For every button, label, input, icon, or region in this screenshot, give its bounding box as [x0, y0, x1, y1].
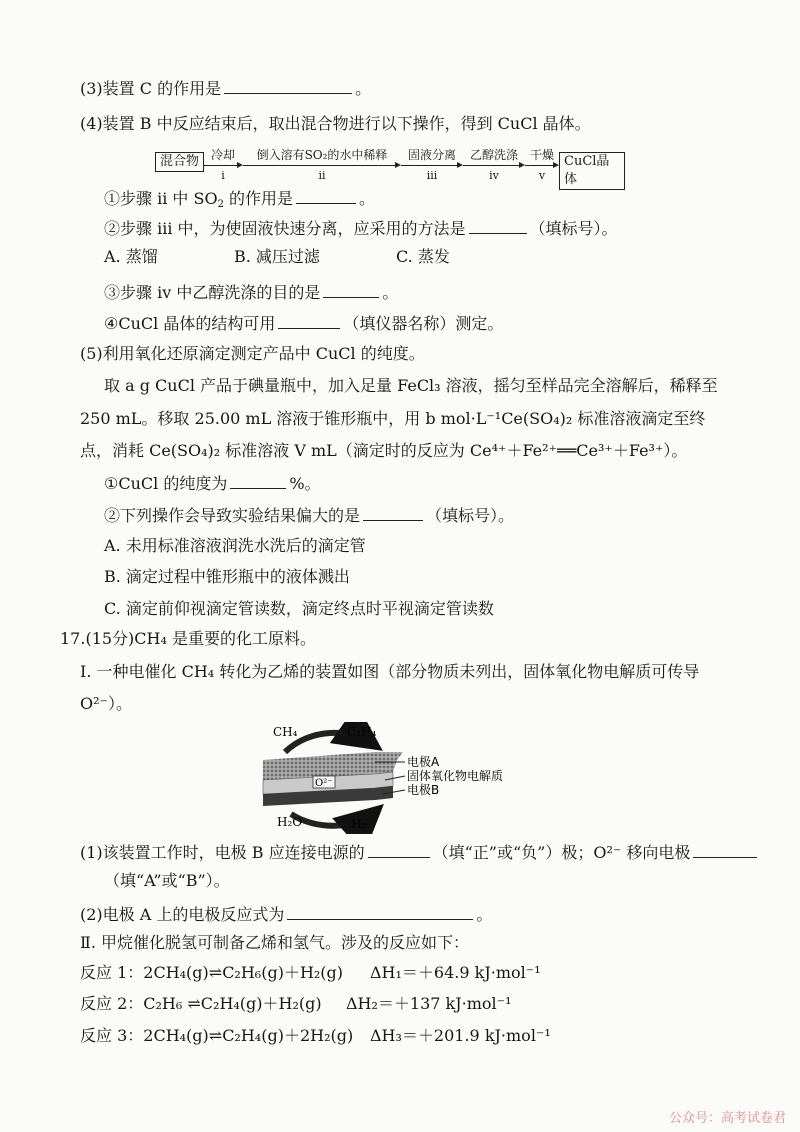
q4-4-line	[104, 311, 503, 335]
q4-2-line	[104, 216, 618, 240]
q5-option-b: B. 滴定过程中锥形瓶中的液体溅出	[104, 567, 350, 586]
q17-2-text: (2)电极 A 上的电极反应式为	[80, 905, 285, 924]
q17-1-answer-blank-2[interactable]	[693, 840, 757, 858]
flow-step-3-number: iii	[426, 169, 438, 182]
o2-ion-label: O²⁻	[315, 778, 333, 789]
q4-option-c: C. 蒸发	[396, 247, 450, 266]
flow-step-1-number: i	[221, 169, 225, 182]
flow-step-4-number: iv	[489, 169, 499, 182]
q4-3-period: 。	[382, 283, 399, 302]
reaction-1-enthalpy: ΔH₁＝＋64.9 kJ·mol⁻¹	[370, 963, 541, 982]
q4-1-text: ①步骤 ii 中 SO	[104, 189, 218, 208]
arrow-right-icon	[401, 162, 463, 170]
reaction-2-equation: 反应 2：C₂H₆ ⇌C₂H₄(g)＋H₂(g)	[80, 994, 322, 1013]
q5-stem: (5)利用氧化还原滴定测定产品中 CuCl 的纯度。	[80, 344, 425, 363]
q5-option-a: A. 未用标准溶液润洗水洗后的滴定管	[104, 536, 366, 555]
flow-step-5-label: 干燥	[529, 148, 554, 162]
flow-step-4-label: 乙醇洗涤	[469, 148, 518, 162]
q5-1-text: ①CuCl 的纯度为	[104, 474, 228, 493]
reaction-3-enthalpy: ΔH₃＝＋201.9 kJ·mol⁻¹	[370, 1026, 551, 1045]
q4-option-a: A. 蒸馏	[104, 247, 158, 266]
flow-step-2-number: ii	[318, 169, 326, 182]
flow-step-4	[463, 148, 525, 182]
flow-step-5	[525, 148, 559, 182]
q5-para-line-2: 250 mL。移取 25.00 mL 溶液于锥形瓶中，用 b mol·L⁻¹Ce(SO₄)₂ 标准溶液滴定至终	[80, 409, 706, 428]
flow-start-box: 混合物	[155, 152, 204, 172]
flow-step-2-label: 倒入溶有SO₂的水中稀释	[256, 148, 388, 162]
q3-period: 。	[355, 79, 372, 98]
arrow-right-icon	[243, 162, 401, 170]
q17-heading: 17.(15分)CH₄ 是重要的化工原料。	[60, 629, 316, 648]
q17-1-answer-blank-1[interactable]	[368, 840, 430, 858]
q17-part1-line-2: O²⁻）。	[80, 694, 132, 713]
q3-text: 装置 C 的作用是	[102, 79, 222, 98]
q5-1-answer-blank[interactable]	[230, 471, 286, 489]
arrow-right-icon	[525, 162, 559, 170]
electrolyte-label: 固体氧化物电解质	[407, 769, 504, 783]
q5-2-text: ②下列操作会导致实验结果偏大的是	[104, 506, 361, 525]
q4-3-answer-blank[interactable]	[323, 280, 379, 298]
q17-1-line-1	[80, 840, 760, 864]
reaction-1-equation: 反应 1：2CH₄(g)⇌C₂H₆(g)＋H₂(g)	[80, 963, 344, 982]
flow-step-3-label: 固液分离	[407, 148, 456, 162]
q3-line	[80, 76, 371, 100]
q4-2-text-2: （填标号）。	[529, 219, 618, 238]
q17-1-text: (1)该装置工作时，电极 B 应连接电源的	[80, 843, 365, 862]
reaction-3-equation: 反应 3：2CH₄(g)⇌C₂H₄(g)＋2H₂(g)	[80, 1026, 354, 1045]
q4-4-text: ④CuCl 晶体的结构可用	[104, 314, 276, 333]
q4-1-period: 。	[359, 189, 376, 208]
q3-number: (3)	[80, 79, 103, 98]
q17-part2-stem: Ⅱ. 甲烷催化脱氢可制备乙烯和氢气。涉及的反应如下：	[80, 933, 470, 952]
electrolysis-device-figure	[255, 722, 555, 834]
q17-2-line	[80, 902, 492, 926]
q4-1-text-2: 的作用是	[223, 189, 294, 208]
q4-3-line	[104, 280, 398, 304]
q5-2-line	[104, 503, 514, 527]
q3-answer-blank[interactable]	[224, 76, 352, 94]
q5-para-line-3: 点，消耗 Ce(SO₄)₂ 标准溶液 V mL（滴定时的反应为 Ce⁴⁺＋Fe²⁺══Ce³⁺＋Fe³⁺）。	[80, 441, 688, 460]
q4-1-subscript: 2	[217, 199, 224, 210]
q4-2-answer-blank[interactable]	[469, 216, 527, 234]
flow-step-5-number: v	[538, 169, 546, 182]
q4-1-line	[104, 186, 375, 216]
q4-3-text: ③步骤 iv 中乙醇洗涤的目的是	[104, 283, 321, 302]
q4-option-b: B. 减压过滤	[234, 247, 320, 266]
h2-label: H₂	[351, 817, 367, 831]
q5-1-line	[104, 471, 321, 495]
flow-step-3	[401, 148, 463, 182]
q4-stem: (4)装置 B 中反应结束后，取出混合物进行以下操作，得到 CuCl 晶体。	[80, 114, 591, 133]
q17-2-answer-blank[interactable]	[287, 902, 473, 920]
q4-4-answer-blank[interactable]	[278, 311, 340, 329]
watermark: 公众号：高考试卷君	[668, 1111, 786, 1126]
ch4-label: CH₄	[273, 725, 298, 739]
arrow-right-icon	[463, 162, 525, 170]
q17-2-period: 。	[476, 905, 493, 924]
q4-4-text-2: （填仪器名称）测定。	[343, 314, 504, 333]
q5-option-c: C. 滴定前仰视滴定管读数，滴定终点时平视滴定管读数	[104, 599, 494, 618]
arrow-right-icon	[203, 162, 243, 170]
q17-1-line-2: （填“A”或“B”）。	[104, 871, 230, 890]
q5-1-unit: %。	[289, 474, 321, 493]
h2o-label: H₂O	[277, 815, 303, 829]
process-flow-chart	[155, 148, 625, 187]
flow-step-1-label: 冷却	[210, 148, 235, 162]
q17-1-text-2: （填“正”或“负”）极；O²⁻ 移向电极	[432, 843, 691, 862]
reaction-2-enthalpy: ΔH₂＝＋137 kJ·mol⁻¹	[346, 994, 512, 1013]
q5-para-line-1: 取 a g CuCl 产品于碘量瓶中，加入足量 FeCl₃ 溶液，摇匀至样品完全溶解后，稀释至	[104, 376, 718, 395]
q4-1-answer-blank[interactable]	[296, 186, 356, 204]
q5-2-answer-blank[interactable]	[363, 503, 423, 521]
flow-step-2	[243, 148, 401, 182]
q4-2-text: ②步骤 iii 中，为使固液快速分离，应采用的方法是	[104, 219, 466, 238]
flow-step-1	[203, 148, 243, 182]
electrode-b-label: 电极B	[407, 783, 440, 797]
electrode-a-label: 电极A	[407, 755, 440, 769]
flow-end-box: CuCl晶体	[559, 152, 625, 190]
q17-part1-line-1: Ⅰ. 一种电催化 CH₄ 转化为乙烯的装置如图（部分物质未列出，固体氧化物电解质可传导	[80, 662, 700, 681]
q5-2-text-2: （填标号）。	[426, 506, 515, 525]
c2h4-label: C₂H₄	[347, 725, 377, 739]
